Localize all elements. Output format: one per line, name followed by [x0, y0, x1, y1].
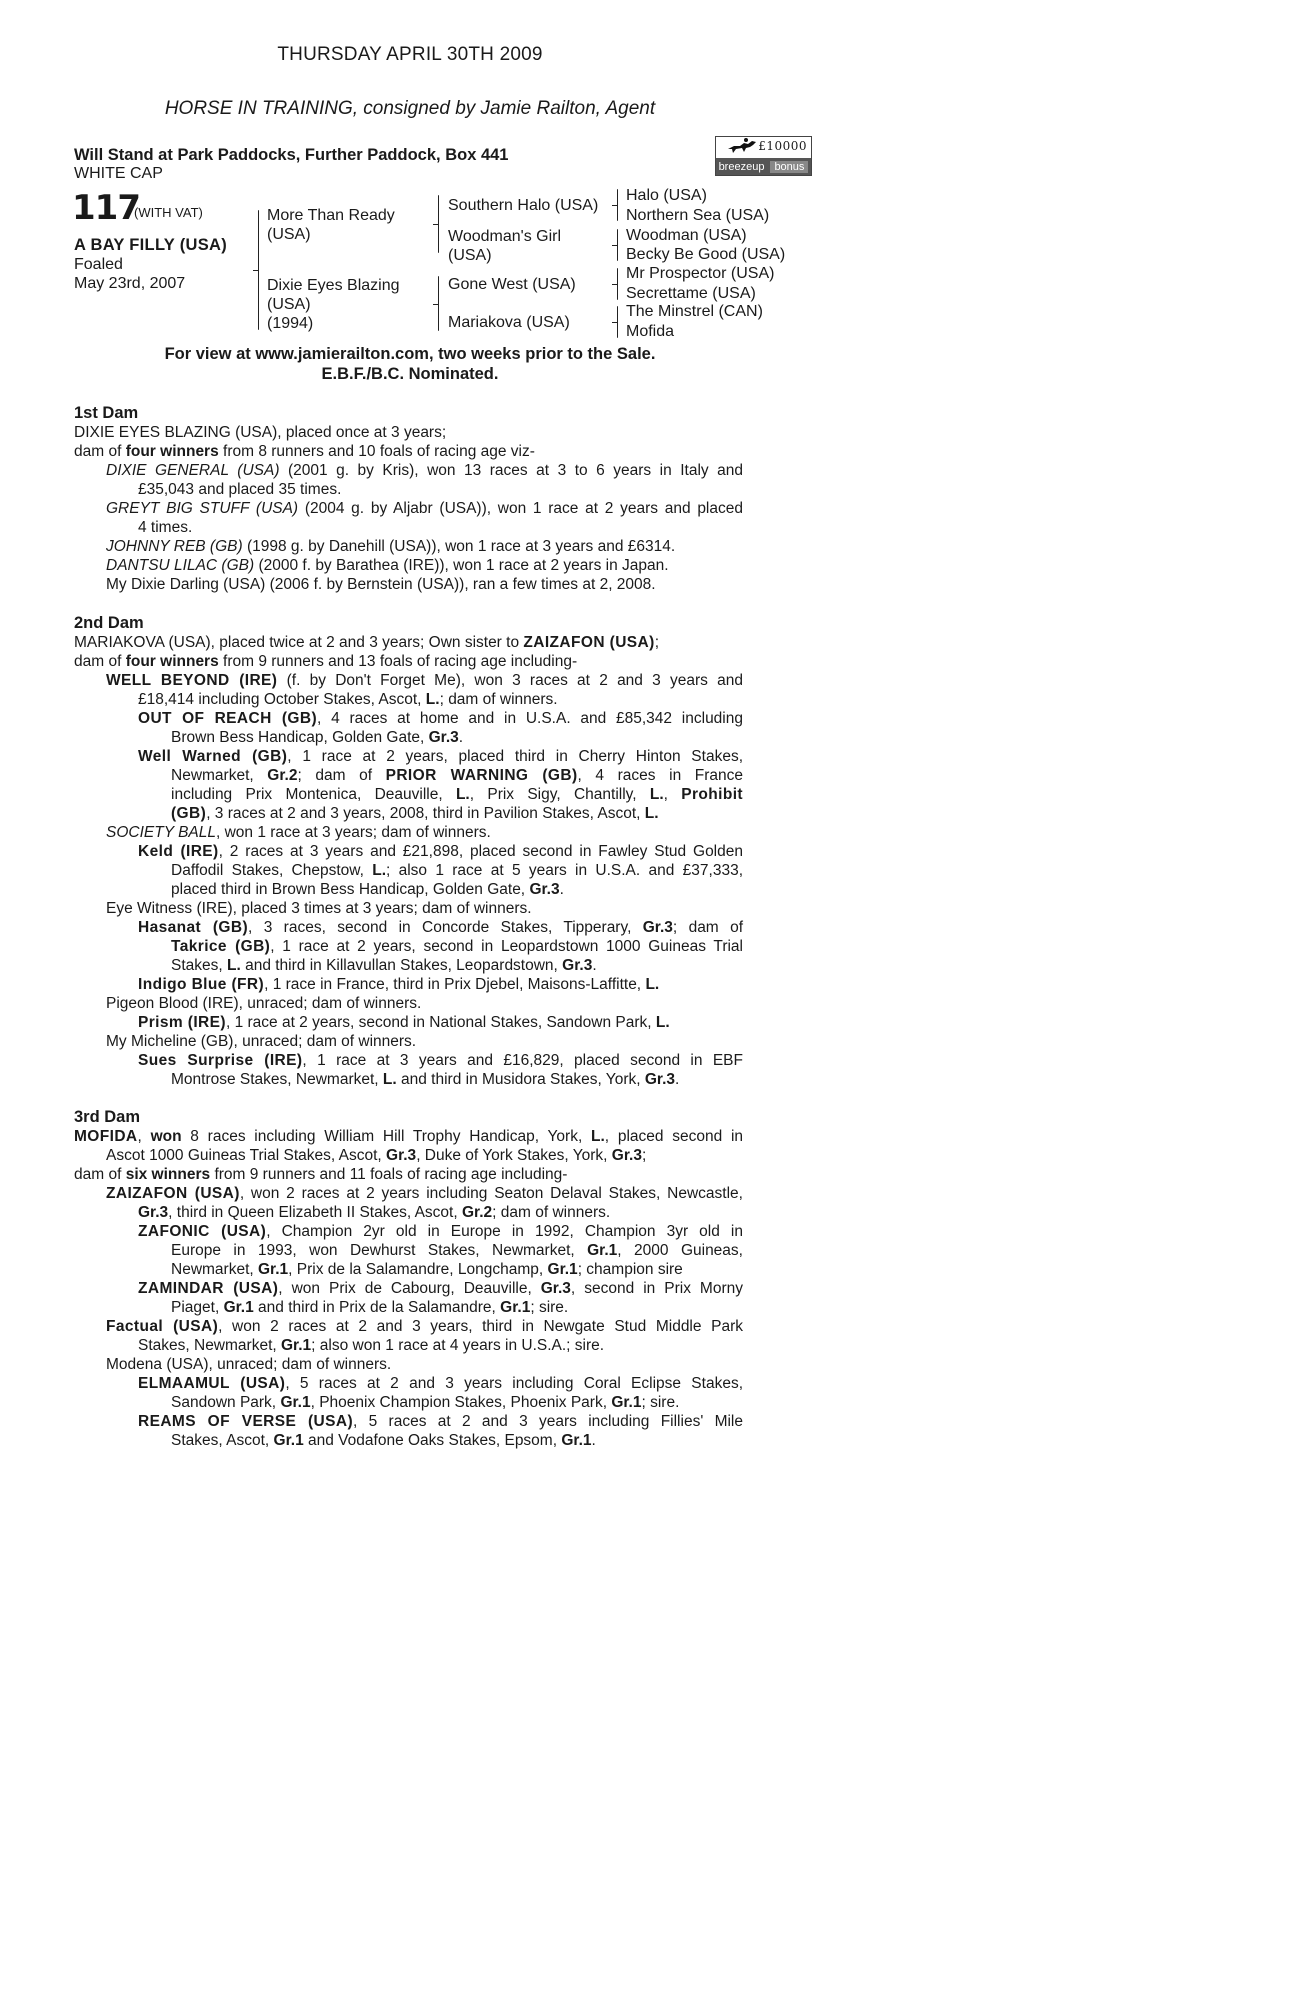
produce-line: Pigeon Blood (IRE), unraced; dam of winners.: [106, 995, 422, 1012]
horse-rider-icon: [726, 137, 760, 158]
third-dam-heading: 3rd Dam: [74, 1108, 141, 1126]
produce-line: Newmarket, Gr.2; dam of PRIOR WARNING (GB), 4 races in France: [171, 767, 744, 784]
bonus-label-right: bonus: [770, 161, 808, 173]
produce-line: OUT OF REACH (GB), 4 races at home and in U.S.A. and £85,342 including: [138, 710, 743, 727]
dam-line: Ascot 1000 Guineas Trial Stakes, Ascot, Gr.3, Duke of York Stakes, York, Gr.3;: [106, 1147, 647, 1164]
sire-dam: Woodman's Girl: [448, 228, 562, 245]
produce-line: Factual (USA), won 2 races at 2 and 3 years, third in Newgate Stud Middle Park: [106, 1318, 743, 1335]
viewing-note: For view at www.jamierailton.com, two weeks prior to the Sale.: [164, 345, 656, 363]
produce-line: Modena (USA), unraced; dam of winners.: [106, 1356, 392, 1373]
dam-year: (1994): [267, 315, 314, 332]
produce-line: GREYT BIG STUFF (USA) (2004 g. by Aljabr (USA)), won 1 race at 2 years and placed: [106, 500, 743, 517]
dam-line: MOFIDA, won 8 races including William Hill Trophy Handicap, York, L., placed second in: [74, 1128, 744, 1145]
great-grandparent: Northern Sea (USA): [626, 207, 770, 224]
dam-line: MARIAKOVA (USA), placed twice at 2 and 3 years; Own sister to ZAIZAFON (USA);: [74, 634, 660, 651]
bonus-label-left: breezeup: [718, 160, 765, 173]
pedigree-brace: [617, 189, 618, 221]
produce-line: ZAMINDAR (USA), won Prix de Cabourg, Deauville, Gr.3, second in Prix Morny: [138, 1280, 743, 1297]
great-grandparent: Mr Prospector (USA): [626, 265, 775, 282]
produce-line: Indigo Blue (FR), 1 race in France, third in Prix Djebel, Maisons-Laffitte, L.: [138, 976, 660, 993]
produce-line: £18,414 including October Stakes, Ascot, L.; dam of winners.: [138, 691, 558, 708]
pedigree-brace: [617, 306, 618, 338]
produce-line: DANTSU LILAC (GB) (2000 f. by Barathea (IRE)), won 1 race at 2 years in Japan.: [106, 557, 669, 574]
produce-line: Daffodil Stakes, Chepstow, L.; also 1 race at 5 years in U.S.A. and £37,333,: [171, 862, 743, 879]
bonus-label-bar: [716, 158, 811, 175]
pedigree-brace: [617, 268, 618, 300]
produce-line: Brown Bess Handicap, Golden Gate, Gr.3.: [171, 729, 464, 746]
dam-line: DIXIE EYES BLAZING (USA), placed once at 3 years;: [74, 424, 447, 441]
great-grandparent: The Minstrel (CAN): [626, 303, 763, 320]
produce-line: Takrice (GB), 1 race at 2 years, second in Leopardstown 1000 Guineas Trial: [171, 938, 743, 955]
dam-line: dam of six winners from 9 runners and 11 foals of racing age including-: [74, 1166, 568, 1183]
produce-line: JOHNNY REB (GB) (1998 g. by Danehill (USA)), won 1 race at 3 years and £6314.: [106, 538, 676, 555]
great-grandparent: Woodman (USA): [626, 227, 747, 244]
produce-line: Piaget, Gr.1 and third in Prix de la Salamandre, Gr.1; sire.: [171, 1299, 569, 1316]
produce-line: Keld (IRE), 2 races at 3 years and £21,898, placed second in Fawley Stud Golden: [138, 843, 743, 860]
dam-line: dam of four winners from 9 runners and 13 foals of racing age including-: [74, 653, 578, 670]
produce-line: My Dixie Darling (USA) (2006 f. by Bernstein (USA)), ran a few times at 2, 2008.: [106, 576, 656, 593]
produce-line: ZAFONIC (USA), Champion 2yr old in Europe in 1992, Champion 3yr old in: [138, 1223, 743, 1240]
dam-line: dam of four winners from 8 runners and 10 foals of racing age viz-: [74, 443, 535, 460]
dam-country: (USA): [267, 296, 311, 313]
stand-location: Will Stand at Park Paddocks, Further Paddock, Box 441: [74, 146, 509, 164]
produce-line: 4 times.: [138, 519, 193, 536]
foaled-date: May 23rd, 2007: [74, 275, 186, 292]
produce-line: Sandown Park, Gr.1, Phoenix Champion Stakes, Phoenix Park, Gr.1; sire.: [171, 1394, 680, 1411]
produce-line: Montrose Stakes, Newmarket, L. and third in Musidora Stakes, York, Gr.3.: [171, 1071, 680, 1088]
produce-line: My Micheline (GB), unraced; dam of winners.: [106, 1033, 417, 1050]
produce-line: £35,043 and placed 35 times.: [138, 481, 342, 498]
great-grandparent: Halo (USA): [626, 187, 707, 204]
first-dam-heading: 1st Dam: [74, 404, 139, 422]
produce-line: Gr.3, third in Queen Elizabeth II Stakes, Ascot, Gr.2; dam of winners.: [138, 1204, 611, 1221]
lot-description: A BAY FILLY (USA): [74, 236, 228, 254]
produce-line: ZAIZAFON (USA), won 2 races at 2 years including Seaton Delaval Stakes, Newcastle,: [106, 1185, 743, 1202]
sire-name: More Than Ready: [267, 207, 395, 224]
nomination-note: E.B.F./B.C. Nominated.: [321, 365, 499, 383]
produce-line: ELMAAMUL (USA), 5 races at 2 and 3 years including Coral Eclipse Stakes,: [138, 1375, 743, 1392]
produce-line: Stakes, Newmarket, Gr.1; also won 1 race at 4 years in U.S.A.; sire.: [138, 1337, 605, 1354]
vat-note: (WITH VAT): [134, 205, 203, 220]
breezeup-bonus-badge: [715, 136, 812, 176]
produce-line: REAMS OF VERSE (USA), 5 races at 2 and 3 years including Fillies' Mile: [138, 1413, 744, 1430]
pedigree-brace: [617, 229, 618, 261]
pedigree-brace: [438, 276, 439, 331]
dam-sire: Gone West (USA): [448, 276, 576, 293]
sire-country: (USA): [267, 226, 311, 243]
bonus-amount: £10000: [758, 139, 807, 153]
dam-dam: Mariakova (USA): [448, 314, 570, 331]
produce-line: Eye Witness (IRE), placed 3 times at 3 years; dam of winners.: [106, 900, 532, 917]
produce-line: Prism (IRE), 1 race at 2 years, second in National Stakes, Sandown Park, L.: [138, 1014, 670, 1031]
produce-line: WELL BEYOND (IRE) (f. by Don't Forget Me), won 3 races at 2 and 3 years and: [106, 672, 744, 689]
dam-name: Dixie Eyes Blazing: [267, 277, 400, 294]
great-grandparent: Becky Be Good (USA): [626, 246, 786, 263]
produce-line: Sues Surprise (IRE), 1 race at 3 years and £16,829, placed second in EBF: [138, 1052, 743, 1069]
cap-colour: WHITE CAP: [74, 165, 163, 182]
foaled-label: Foaled: [74, 256, 123, 273]
great-grandparent: Secrettame (USA): [626, 285, 756, 302]
produce-line: Newmarket, Gr.1, Prix de la Salamandre, Longchamp, Gr.1; champion sire: [171, 1261, 683, 1278]
sale-date: THURSDAY APRIL 30TH 2009: [277, 44, 543, 65]
produce-line: SOCIETY BALL, won 1 race at 3 years; dam of winners.: [106, 824, 491, 841]
consignment-line: HORSE IN TRAINING, consigned by Jamie Railton, Agent: [164, 98, 656, 119]
pedigree-brace: [258, 210, 259, 330]
produce-line: Hasanat (GB), 3 races, second in Concorde Stakes, Tipperary, Gr.3; dam of: [138, 919, 744, 936]
produce-line: (GB), 3 races at 2 and 3 years, 2008, third in Pavilion Stakes, Ascot, L.: [171, 805, 659, 822]
produce-line: placed third in Brown Bess Handicap, Golden Gate, Gr.3.: [171, 881, 564, 898]
produce-line: including Prix Montenica, Deauville, L., Prix Sigy, Chantilly, L., Prohibit: [171, 786, 743, 803]
sire-sire: Southern Halo (USA): [448, 197, 599, 214]
great-grandparent: Mofida: [626, 323, 675, 340]
second-dam-heading: 2nd Dam: [74, 614, 144, 632]
produce-line: Well Warned (GB), 1 race at 2 years, placed third in Cherry Hinton Stakes,: [138, 748, 743, 765]
produce-line: Stakes, Ascot, Gr.1 and Vodafone Oaks Stakes, Epsom, Gr.1.: [171, 1432, 596, 1449]
sire-dam-country: (USA): [448, 247, 492, 264]
pedigree-brace: [438, 195, 439, 253]
lot-number: 117: [72, 188, 140, 228]
produce-line: Stakes, L. and third in Killavullan Stakes, Leopardstown, Gr.3.: [171, 957, 597, 974]
produce-line: Europe in 1993, won Dewhurst Stakes, Newmarket, Gr.1, 2000 Guineas,: [171, 1242, 743, 1259]
produce-line: DIXIE GENERAL (USA) (2001 g. by Kris), won 13 races at 3 to 6 years in Italy and: [106, 462, 744, 479]
